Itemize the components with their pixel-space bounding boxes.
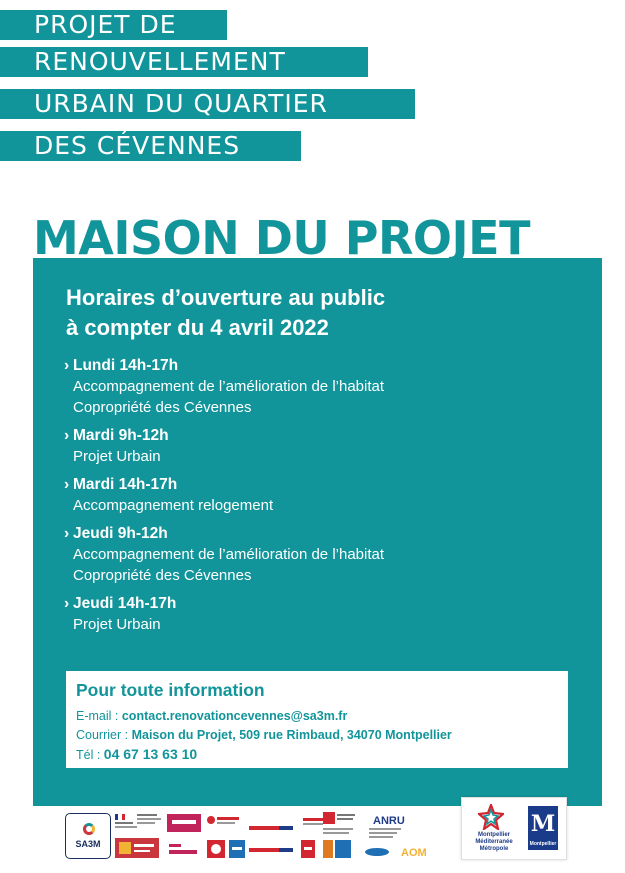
sa3m-mark-icon [83, 823, 95, 835]
schedule-slot: Jeudi 9h-12h [73, 525, 168, 542]
montpellier-m-letter: M [530, 811, 556, 837]
schedule-item [64, 356, 584, 418]
schedule-detail: Accompagnement de l’amélioration de l’habitat [73, 378, 385, 395]
star-icon [478, 804, 504, 830]
email-row [76, 707, 558, 726]
header-line-3: URBAIN DU QUARTIER [0, 89, 415, 119]
email-label: E-mail : [76, 709, 119, 723]
montpellier-logos [461, 797, 567, 860]
header-line-1: PROJET DE [0, 10, 227, 40]
header-line-2: RENOUVELLEMENT [0, 47, 368, 77]
phone-row [76, 745, 558, 765]
schedule-list [64, 356, 584, 643]
schedule-panel [33, 258, 602, 806]
svg-text:AOM: AOM [401, 847, 427, 859]
schedule-slot: Mardi 9h-12h [73, 427, 169, 444]
chevron-right-icon: › [64, 476, 70, 493]
panel-heading [66, 283, 576, 343]
chevron-right-icon: › [64, 595, 70, 612]
email-link[interactable]: contact.renovationcevennes@sa3m.fr [121, 709, 348, 723]
sa3m-logo [65, 813, 111, 859]
partner-logos [65, 810, 445, 865]
schedule-item [64, 594, 584, 635]
schedule-item [64, 524, 584, 586]
partner-logos-graphic [115, 810, 445, 865]
schedule-item [64, 475, 584, 516]
montpellier-label: Montpellier [529, 841, 557, 847]
schedule-slot: Mardi 14h-17h [73, 476, 178, 493]
sa3m-logo-text: SA3M [75, 839, 101, 849]
panel-heading-line-2: à compter du 4 avril 2022 [66, 315, 329, 340]
mail-label: Courrier : [76, 728, 129, 742]
panel-heading-line-1: Horaires d’ouverture au public [66, 285, 386, 310]
contact-title: Pour toute information [76, 680, 265, 700]
schedule-detail: Projet Urbain [73, 448, 161, 465]
mail-row [76, 726, 558, 745]
schedule-detail: Copropriété des Cévennes [73, 567, 252, 584]
mail-address: Maison du Projet, 509 rue Rimbaud, 34070 Montpellier [131, 728, 452, 742]
chevron-right-icon: › [64, 525, 70, 542]
phone-label: Tél : [76, 748, 101, 762]
schedule-item [64, 426, 584, 467]
schedule-detail: Accompagnement de l’amélioration de l’habitat [73, 546, 385, 563]
chevron-right-icon: › [64, 427, 70, 444]
schedule-detail: Projet Urbain [73, 616, 161, 633]
main-title: MAISON DU PROJET [33, 211, 530, 265]
schedule-detail: Copropriété des Cévennes [73, 399, 252, 416]
header-line-4: DES CÉVENNES [0, 131, 301, 161]
svg-text:ANRU: ANRU [373, 815, 405, 827]
chevron-right-icon: › [64, 357, 70, 374]
phone-number[interactable]: 04 67 13 63 10 [103, 746, 198, 762]
montpellier-metropole-label: Montpellier Méditerranée Métropole [475, 832, 513, 852]
montpellier-m-logo [528, 806, 558, 850]
contact-box [66, 671, 568, 768]
schedule-slot: Jeudi 14h-17h [73, 595, 177, 612]
schedule-detail: Accompagnement relogement [73, 497, 274, 514]
schedule-slot: Lundi 14h-17h [73, 357, 179, 374]
